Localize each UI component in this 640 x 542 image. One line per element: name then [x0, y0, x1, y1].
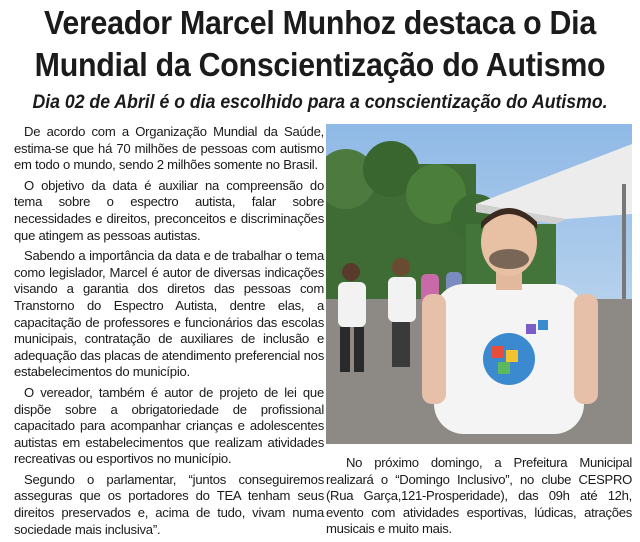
photo-illustration	[326, 124, 632, 444]
paragraph-1: De acordo com a Organização Mundial da Saúde, estima-se que há 70 milhões de pessoas com autismo em todo o mundo, sendo 2 milhões somente no Brasil.	[14, 124, 324, 173]
paragraph-2: O objetivo da data é auxiliar na compreensão do tema sobre o espectro autista, falar sobre necessidades e direitos, preconceitos e discriminações que atingem as pessoas autistas.	[14, 177, 324, 243]
article-photo	[326, 124, 632, 444]
paragraph-4: O vereador, também é autor de projeto de lei que dispõe sobre a obrigatoriedade de profissional capacitado para acompanhar crianças e adolescentes autistas em estabelecimentos que realizam atividades recreativas ou esportivos no município.	[14, 384, 324, 467]
headline	[26, 2, 615, 86]
paragraph-3: Sabendo a importância da data e de trabalhar o tema como legislador, Marcel é autor de diversas indicações visando a garantia dos diretos das pessoas com Transtorno do Espectro Autista, dentre elas, a capacitação de professores e funcionários das escolas municipais, contratação de auxiliares de inclusão e adequação das placas de atendimento preferencial nos estabelecimentos do município.	[14, 248, 324, 380]
headline-line-2: Mundial da Conscientização do Autismo	[34, 46, 606, 83]
paragraph-5: Segundo o parlamentar, “juntos conseguiremos asseguras que os portadores do TEA tenham seus direitos preservados e, acima de tudo, vivam numa sociedade mais inclusiva”.	[14, 471, 324, 537]
article-body	[14, 124, 324, 542]
photo-caption-text: No próximo domingo, a Prefeitura Municipal realizará o “Domingo Inclusivo”, no clube CESPRO (Rua Garça,121-Prosperidade), das 09h até 12h, evento com atividades esportivas, lúdicas, atrações musicais e muito mais.	[326, 455, 632, 537]
subheadline: Dia 02 de Abril é o dia escolhido para a conscientização do Autismo.	[32, 92, 608, 113]
headline-line-1: Vereador Marcel Munhoz destaca o Dia	[44, 4, 596, 41]
